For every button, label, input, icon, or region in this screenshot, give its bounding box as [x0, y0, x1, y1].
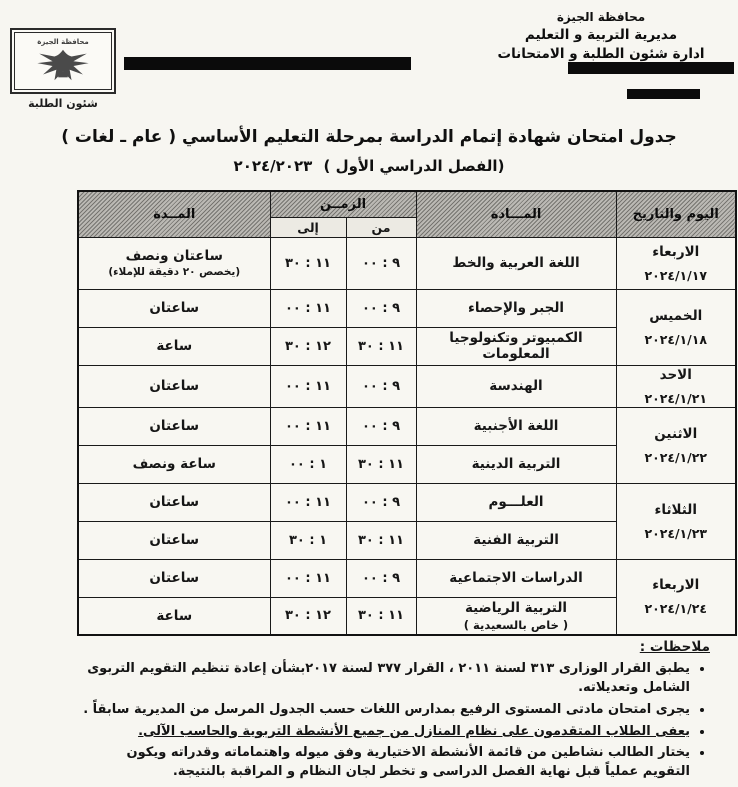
time-from-cell: ١١ : ٣٠ [346, 521, 416, 559]
duration-value: ساعتان ونصف [125, 248, 223, 264]
day-date: ٢٠٢٤/١/٢٣ [644, 525, 708, 541]
time-to-cell: ١١ : ٣٠ [270, 237, 346, 289]
governorate-name: محافظة الجيزة [556, 10, 646, 24]
time-to-cell: ١٢ : ٣٠ [270, 597, 346, 635]
day-date: ٢٠٢٤/١/٢٤ [644, 601, 708, 617]
table-row [78, 407, 736, 445]
time-from-cell: ٩ : ٠٠ [346, 559, 416, 597]
day-name: الثلاثاء [654, 501, 697, 518]
document-subtitle [0, 157, 738, 175]
stamp-top-text: محافظة الجيزة [37, 37, 89, 46]
time-to-cell: ١١ : ٠٠ [270, 407, 346, 445]
duration-cell [78, 237, 270, 289]
note-item: • يطبق القرار الوزارى ٣١٣ لسنة ٢٠١١ ، القرار ٣٧٧ لسنة ٢٠١٧بشأن إعادة تنظيم التقويم التربوى الشامل وتعديلاته. [78, 660, 690, 698]
day-cell [616, 407, 736, 483]
subject-cell: اللغة العربية والخط [416, 237, 616, 289]
subject-cell: اللغة الأجنبية [416, 407, 616, 445]
document-title: جدول امتحان شهادة إتمام الدراسة بمرحلة التعليم الأساسي ( عام ـ لغات ) [61, 127, 677, 147]
time-from-cell: ١١ : ٣٠ [346, 327, 416, 365]
time-from-cell: ٩ : ٠٠ [346, 289, 416, 327]
day-cell [616, 237, 736, 289]
redaction-bar [124, 57, 411, 70]
time-to-cell: ١١ : ٠٠ [270, 559, 346, 597]
time-to-cell: ١١ : ٠٠ [270, 289, 346, 327]
subject-cell: الهندسة [416, 365, 616, 407]
org-header [470, 10, 732, 62]
notes-section [78, 636, 710, 785]
exam-schedule-table [77, 190, 737, 636]
day-name: الخميس [649, 307, 703, 324]
col-header-time: الزمــن [270, 191, 416, 217]
table-row [78, 237, 736, 289]
redaction-bar [568, 62, 734, 74]
duration-cell: ساعة [78, 327, 270, 365]
duration-cell: ساعتان [78, 289, 270, 327]
col-header-subject: المـــادة [416, 191, 616, 237]
subject-cell [416, 597, 616, 635]
subject-cell: الدراسات الاجتماعية [416, 559, 616, 597]
day-date: ٢٠٢٤/١/١٧ [644, 267, 708, 283]
notes-heading: ملاحظات : [639, 639, 710, 655]
academic-year: ٢٠٢٤/٢٠٢٣ [233, 157, 313, 175]
col-header-from: من [346, 217, 416, 237]
col-header-to: إلى [270, 217, 346, 237]
note-item: • يجرى امتحان مادتى المستوى الرفيع بمدارس اللغات حسب الجدول المرسل من المديرية سابقاً . [78, 701, 690, 720]
notes-list [78, 660, 710, 782]
col-header-duration: المــدة [78, 191, 270, 237]
semester-label: (الفصل الدراسي الأول ) [323, 157, 505, 175]
time-from-cell: ٩ : ٠٠ [346, 407, 416, 445]
table-row [78, 559, 736, 597]
day-cell [616, 559, 736, 635]
time-from-cell: ٩ : ٠٠ [346, 237, 416, 289]
subject-cell: الجبر والإحصاء [416, 289, 616, 327]
duration-cell: ساعتان [78, 559, 270, 597]
duration-cell: ساعتان [78, 365, 270, 407]
redaction-bar [627, 89, 700, 99]
day-date: ٢٠٢٤/١/١٨ [644, 331, 708, 347]
table-row [78, 365, 736, 407]
time-to-cell: ١ : ٣٠ [270, 521, 346, 559]
day-name: الاحد [659, 366, 692, 383]
subject-cell: الكمبيوتر وتكنولوجيا المعلومات [416, 327, 616, 365]
duration-cell: ساعتان [78, 521, 270, 559]
stamp-caption: شئون الطلبة [28, 97, 98, 110]
time-to-cell: ١ : ٠٠ [270, 445, 346, 483]
day-name: الاثنين [654, 425, 698, 442]
col-header-day: اليوم والتاريخ [616, 191, 736, 237]
subject-note: ( خاص بالسعيدية ) [463, 617, 569, 632]
duration-note: (يخصص ٢٠ دقيقة للإملاء) [108, 266, 241, 278]
table-row [78, 289, 736, 327]
day-name: الاربعاء [652, 243, 700, 260]
duration-cell: ساعتان [78, 407, 270, 445]
duration-cell: ساعتان [78, 483, 270, 521]
subject-cell: التربية الفنية [416, 521, 616, 559]
day-cell [616, 365, 736, 407]
day-cell [616, 483, 736, 559]
time-from-cell: ١١ : ٣٠ [346, 597, 416, 635]
time-from-cell: ١١ : ٣٠ [346, 445, 416, 483]
subject-cell: العلـــوم [416, 483, 616, 521]
note-item: • يختار الطالب نشاطين من قائمة الأنشطة الاختيارية وفق ميوله واهتماماته وقدراته ويكون التقويم عملياً قبل نهاية الفصل الدراسى و تخطر لجان النظام و المراقبة بالنتيجة. [78, 744, 690, 782]
time-from-cell: ٩ : ٠٠ [346, 483, 416, 521]
day-date: ٢٠٢٤/١/٢١ [644, 390, 708, 406]
time-to-cell: ١١ : ٠٠ [270, 483, 346, 521]
note-item: • يعفى الطلاب المتقدمون على نظام المنازل من جميع الأنشطة التربوية والحاسب الآلى. [78, 723, 690, 742]
official-stamp-box [10, 28, 116, 94]
directorate-name: مديرية التربية و التعليم [524, 27, 678, 43]
duration-cell: ساعة ونصف [78, 445, 270, 483]
eagle-emblem-icon [32, 46, 94, 84]
stamp-inner-frame [14, 32, 112, 90]
administration-name: ادارة شئون الطلبة و الامتحانات [497, 46, 705, 62]
subject-name: التربية الرياضية [464, 599, 568, 616]
time-from-cell: ٩ : ٠٠ [346, 365, 416, 407]
time-to-cell: ١١ : ٠٠ [270, 365, 346, 407]
time-to-cell: ١٢ : ٣٠ [270, 327, 346, 365]
subject-cell: التربية الدينية [416, 445, 616, 483]
day-date: ٢٠٢٤/١/٢٢ [644, 449, 708, 465]
day-cell [616, 289, 736, 365]
table-row [78, 483, 736, 521]
duration-cell: ساعة [78, 597, 270, 635]
day-name: الاربعاء [652, 577, 700, 594]
